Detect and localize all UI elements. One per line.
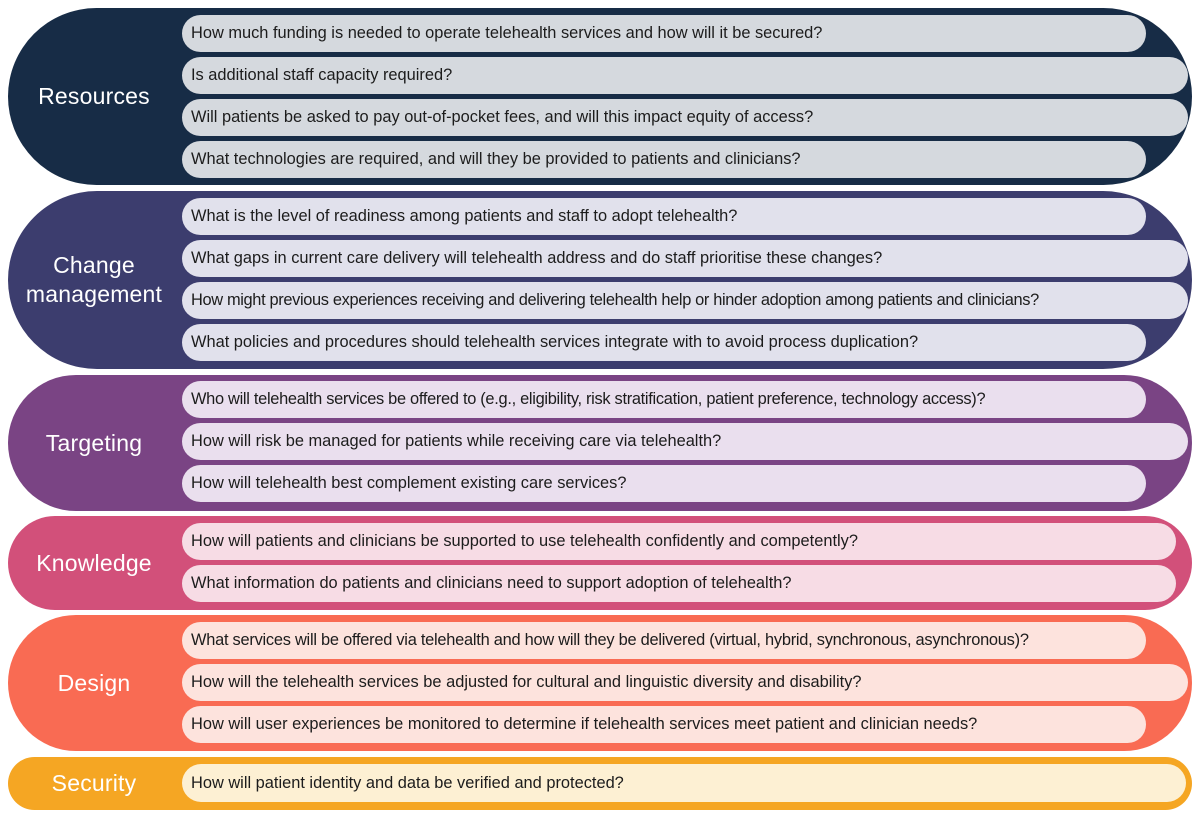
design-question-2: How will the telehealth services be adjusted for cultural and linguistic diversity and disability? [182, 664, 1188, 701]
design-question-3: How will user experiences be monitored to determine if telehealth services meet patient and clinician needs? [182, 706, 1146, 743]
change-question-2: What gaps in current care delivery will telehealth address and do staff prioritise these changes? [182, 240, 1188, 277]
targeting-question-1: Who will telehealth services be offered to (e.g., eligibility, risk stratification, patient preference, technology access)? [182, 381, 1146, 418]
knowledge-question-2: What information do patients and clinicians need to support adoption of telehealth? [182, 565, 1176, 602]
change-question-3: How might previous experiences receiving and delivering telehealth help or hinder adoption among patients and clinicians? [182, 282, 1188, 319]
change-management-label-line2: management [25, 281, 163, 307]
design-question-1: What services will be offered via telehealth and how will they be delivered (virtual, hybrid, synchronous, asynchronous)? [182, 622, 1146, 659]
security-band [8, 757, 1192, 810]
design-band [8, 615, 1192, 751]
targeting-question-3: How will telehealth best complement existing care services? [182, 465, 1146, 502]
resources-question-1: How much funding is needed to operate telehealth services and how will it be secured? [182, 15, 1146, 52]
change-management-label-line1: Change [53, 252, 135, 278]
change-management-band [8, 191, 1192, 369]
knowledge-band [8, 516, 1192, 610]
knowledge-label: Knowledge [36, 549, 152, 576]
resources-band [8, 8, 1192, 185]
targeting-label: Targeting [45, 429, 143, 456]
targeting-question-2: How will risk be managed for patients while receiving care via telehealth? [182, 423, 1188, 460]
knowledge-question-1: How will patients and clinicians be supported to use telehealth confidently and competently? [182, 523, 1176, 560]
resources-question-4: What technologies are required, and will they be provided to patients and clinicians? [182, 141, 1146, 178]
change-management-label [8, 191, 180, 369]
resources-question-2: Is additional staff capacity required? [182, 57, 1188, 94]
resources-question-3: Will patients be asked to pay out-of-pocket fees, and will this impact equity of access? [182, 99, 1188, 136]
change-question-4: What policies and procedures should telehealth services integrate with to avoid process duplication? [182, 324, 1146, 361]
change-question-1: What is the level of readiness among patients and staff to adopt telehealth? [182, 198, 1146, 235]
resources-label: Resources [38, 83, 150, 109]
design-label: Design [57, 669, 131, 696]
security-question-1: How will patient identity and data be verified and protected? [182, 764, 1186, 802]
targeting-band [8, 375, 1192, 511]
security-label: Security [51, 770, 137, 796]
